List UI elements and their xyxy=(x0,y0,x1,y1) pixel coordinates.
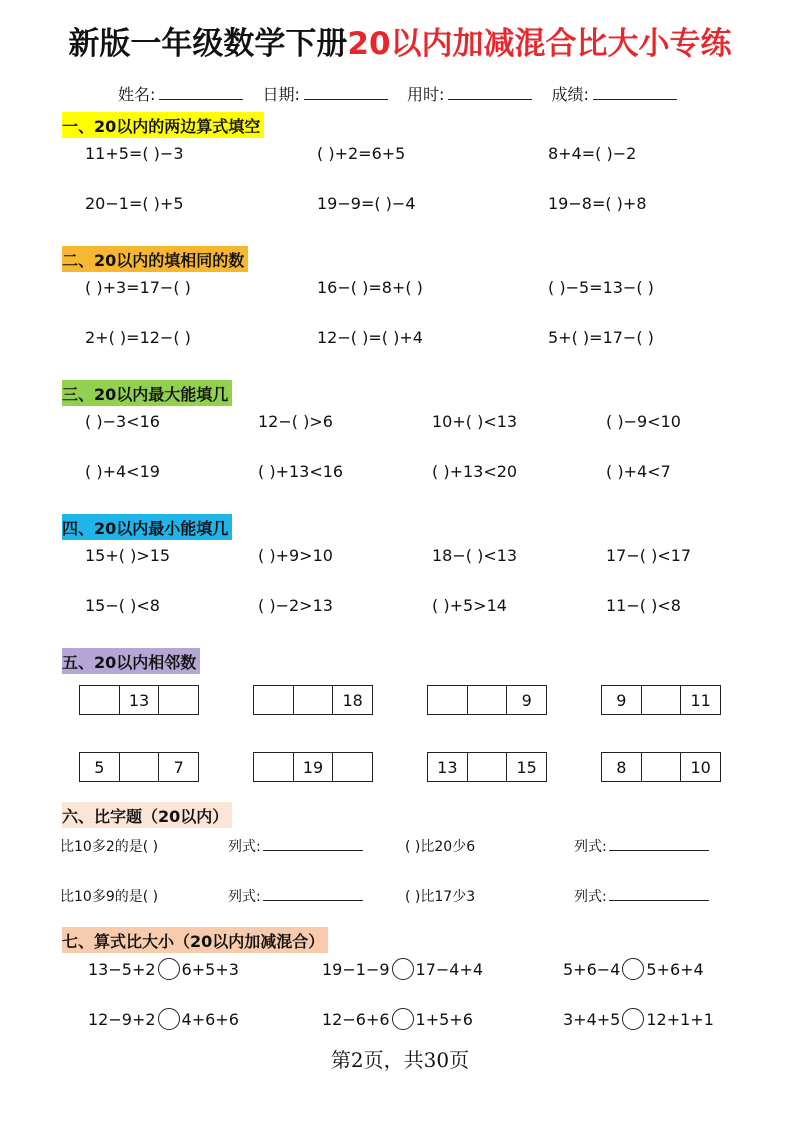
s4-row-1 xyxy=(0,546,800,570)
formula-blank[interactable] xyxy=(263,888,363,901)
s4-problem[interactable]: 18−( )<13 xyxy=(432,546,518,565)
neighbor-boxes xyxy=(601,752,721,782)
s2-problem[interactable]: 2+( )=12−( ) xyxy=(85,328,191,347)
s4-problem[interactable]: 17−( )<17 xyxy=(606,546,692,565)
s3-problem[interactable]: 12−( )>6 xyxy=(258,412,333,431)
s4-problem[interactable]: ( )+5>14 xyxy=(432,596,507,615)
s2-problem[interactable]: 12−( )=( )+4 xyxy=(317,328,423,347)
s6-formula[interactable] xyxy=(574,836,709,856)
s2-row-2 xyxy=(0,328,800,352)
s7-comparison xyxy=(88,1008,239,1030)
neighbor-boxes xyxy=(253,752,373,782)
s7-row-1 xyxy=(0,958,800,986)
s7-comparison xyxy=(88,958,239,980)
compare-circle[interactable] xyxy=(622,1008,644,1030)
date-blank[interactable] xyxy=(304,85,388,100)
name-label: 姓名: xyxy=(118,85,156,104)
s1-problem[interactable]: 19−8=( )+8 xyxy=(548,194,647,213)
neighbor-cell[interactable] xyxy=(468,686,508,714)
page-footer: 第2页，共30页 xyxy=(330,1048,470,1072)
title-part2: 20以内加减混合比大小专练 xyxy=(347,26,732,62)
neighbor-boxes xyxy=(253,685,373,715)
right-expr: 1+5+6 xyxy=(415,1009,473,1029)
neighbor-cell[interactable]: 7 xyxy=(173,757,184,777)
left-expr: 19−1−9 xyxy=(322,959,390,979)
left-expr: 3+4+5 xyxy=(563,1009,621,1029)
neighbor-boxes xyxy=(601,685,721,715)
score-blank[interactable] xyxy=(593,85,677,100)
neighbor-boxes xyxy=(79,685,199,715)
neighbor-cell[interactable]: 11 xyxy=(690,690,711,710)
section-heading-4: 四、20以内最小能填几 xyxy=(62,514,232,540)
section-heading-6: 六、比字题（20以内） xyxy=(62,802,232,828)
left-expr: 12−6+6 xyxy=(322,1009,390,1029)
time-blank[interactable] xyxy=(448,85,532,100)
neighbor-boxes xyxy=(79,752,199,782)
s4-problem[interactable]: ( )−2>13 xyxy=(258,596,333,615)
neighbor-cell[interactable] xyxy=(642,686,682,714)
neighbor-cell[interactable]: 13 xyxy=(120,686,160,714)
s4-problem[interactable]: 15+( )>15 xyxy=(85,546,171,565)
formula-label: 列式: xyxy=(228,839,261,855)
neighbor-cell[interactable]: 10 xyxy=(690,757,711,777)
s6-formula[interactable] xyxy=(574,886,709,906)
neighbor-boxes xyxy=(427,685,547,715)
neighbor-cell[interactable] xyxy=(254,753,294,781)
compare-circle[interactable] xyxy=(158,958,180,980)
s4-problem[interactable]: ( )+9>10 xyxy=(258,546,333,565)
s3-row-2 xyxy=(0,462,800,486)
neighbor-cell[interactable]: 9 xyxy=(521,690,532,710)
compare-circle[interactable] xyxy=(392,958,414,980)
s4-row-2 xyxy=(0,596,800,620)
left-expr: 13−5+2 xyxy=(88,959,156,979)
right-expr: 4+6+6 xyxy=(181,1009,239,1029)
s3-problem[interactable]: ( )+13<16 xyxy=(258,462,344,481)
s6-question[interactable]: 比10多2的是( ) xyxy=(60,839,159,855)
s4-problem[interactable]: 15−( )<8 xyxy=(85,596,160,615)
neighbor-cell[interactable] xyxy=(80,686,120,714)
s1-problem[interactable]: 20−1=( )+5 xyxy=(85,194,184,213)
s3-problem[interactable]: ( )−9<10 xyxy=(606,412,681,431)
s3-problem[interactable]: ( )−3<16 xyxy=(85,412,160,431)
page-title xyxy=(0,18,800,63)
neighbor-cell[interactable] xyxy=(333,753,372,781)
date-label: 日期: xyxy=(262,85,300,104)
formula-label: 列式: xyxy=(574,839,607,855)
section-heading-5: 五、20以内相邻数 xyxy=(62,648,200,674)
s1-row-1 xyxy=(0,144,800,168)
formula-blank[interactable] xyxy=(609,888,709,901)
formula-blank[interactable] xyxy=(609,838,709,851)
neighbor-cell[interactable] xyxy=(294,686,334,714)
neighbor-cell[interactable]: 19 xyxy=(294,753,334,781)
formula-label: 列式: xyxy=(228,889,261,905)
s7-comparison xyxy=(563,1008,714,1030)
s3-problem[interactable]: ( )+4<7 xyxy=(606,462,671,481)
right-expr: 17−4+4 xyxy=(415,959,484,979)
s3-problem[interactable]: ( )+13<20 xyxy=(432,462,518,481)
s5-row-1 xyxy=(0,685,800,717)
s6-formula[interactable] xyxy=(228,836,363,856)
s1-problem[interactable]: 8+4=( )−2 xyxy=(548,144,637,163)
section-heading-3: 三、20以内最大能填几 xyxy=(62,380,232,406)
s2-problem[interactable]: ( )−5=13−( ) xyxy=(548,278,654,297)
time-label: 用时: xyxy=(407,85,445,104)
name-blank[interactable] xyxy=(159,85,243,100)
s2-problem[interactable]: 5+( )=17−( ) xyxy=(548,328,654,347)
neighbor-cell[interactable]: 9 xyxy=(602,686,642,714)
student-info xyxy=(118,82,691,105)
s7-comparison xyxy=(322,1008,473,1030)
compare-circle[interactable] xyxy=(622,958,644,980)
neighbor-cell[interactable] xyxy=(642,753,682,781)
neighbor-cell[interactable] xyxy=(254,686,294,714)
right-expr: 6+5+3 xyxy=(181,959,239,979)
neighbor-cell[interactable]: 5 xyxy=(80,753,120,781)
s7-comparison xyxy=(322,958,483,980)
neighbor-cell[interactable] xyxy=(120,753,160,781)
compare-circle[interactable] xyxy=(158,1008,180,1030)
score-label: 成绩: xyxy=(551,85,589,104)
s3-row-1 xyxy=(0,412,800,436)
formula-label: 列式: xyxy=(574,889,607,905)
s6-question[interactable]: ( )比17少3 xyxy=(405,889,476,905)
right-expr: 12+1+1 xyxy=(646,1009,714,1029)
neighbor-boxes xyxy=(427,752,547,782)
section-heading-2: 二、20以内的填相同的数 xyxy=(62,246,248,272)
s3-problem[interactable]: 10+( )<13 xyxy=(432,412,518,431)
formula-blank[interactable] xyxy=(263,838,363,851)
s2-problem[interactable]: ( )+3=17−( ) xyxy=(85,278,191,297)
neighbor-cell[interactable]: 18 xyxy=(342,690,363,710)
s4-problem[interactable]: 11−( )<8 xyxy=(606,596,681,615)
s1-problem[interactable]: 11+5=( )−3 xyxy=(85,144,184,163)
neighbor-cell[interactable]: 15 xyxy=(516,757,537,777)
left-expr: 5+6−4 xyxy=(563,959,621,979)
s2-row-1 xyxy=(0,278,800,302)
neighbor-cell[interactable] xyxy=(428,686,468,714)
s5-row-2 xyxy=(0,752,800,784)
section-heading-1: 一、20以内的两边算式填空 xyxy=(62,112,264,138)
compare-circle[interactable] xyxy=(392,1008,414,1030)
s1-problem[interactable]: 19−9=( )−4 xyxy=(317,194,416,213)
neighbor-cell[interactable] xyxy=(159,686,198,714)
neighbor-cell[interactable]: 13 xyxy=(428,753,468,781)
s7-comparison xyxy=(563,958,704,980)
s6-row-1 xyxy=(0,836,800,860)
s3-problem[interactable]: ( )+4<19 xyxy=(85,462,160,481)
left-expr: 12−9+2 xyxy=(88,1009,156,1029)
s6-question[interactable]: ( )比20少6 xyxy=(405,839,476,855)
s6-formula[interactable] xyxy=(228,886,363,906)
right-expr: 5+6+4 xyxy=(646,959,704,979)
neighbor-cell[interactable]: 8 xyxy=(602,753,642,781)
section-heading-7: 七、算式比大小（20以内加减混合） xyxy=(62,927,328,953)
s7-row-2 xyxy=(0,1008,800,1036)
s6-row-2 xyxy=(0,886,800,910)
s2-problem[interactable]: 16−( )=8+( ) xyxy=(317,278,423,297)
title-part1: 新版一年级数学下册 xyxy=(68,26,348,62)
s1-row-2 xyxy=(0,194,800,218)
s1-problem[interactable]: ( )+2=6+5 xyxy=(317,144,406,163)
s6-question[interactable]: 比10多9的是( ) xyxy=(60,889,159,905)
neighbor-cell[interactable] xyxy=(468,753,508,781)
